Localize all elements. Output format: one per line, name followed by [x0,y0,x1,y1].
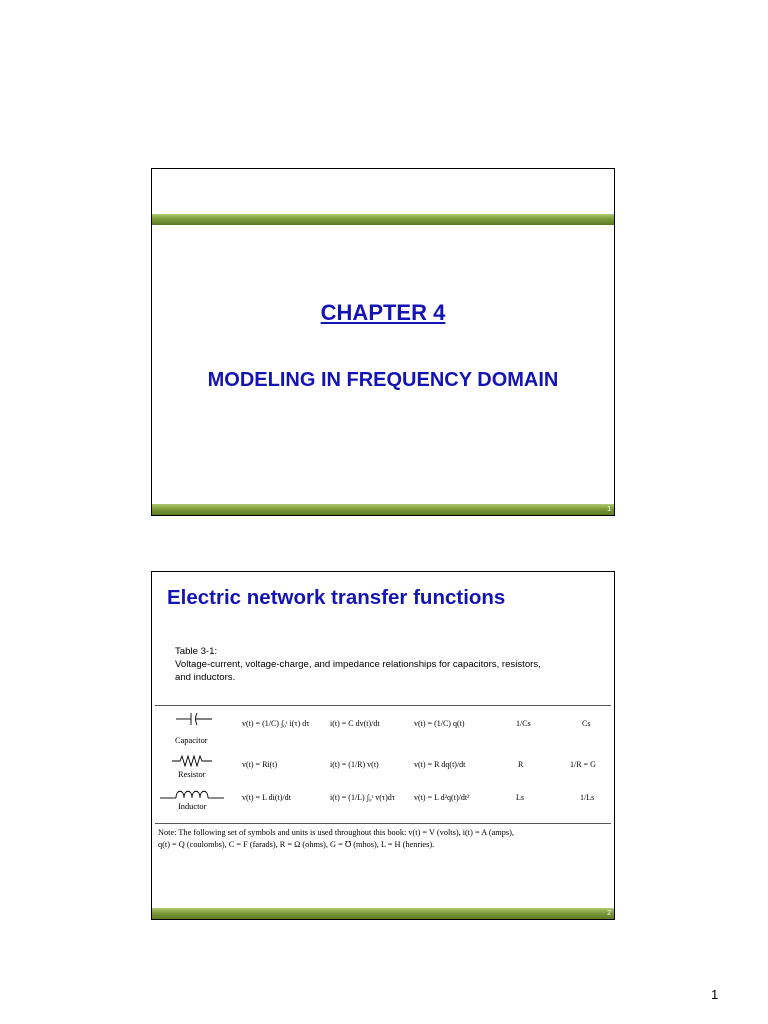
slide-footer-band [152,504,614,515]
cell-v-of-i: v(t) = L di(t)/dt [242,793,291,802]
chapter-title: CHAPTER 4 [320,300,446,325]
component-label: Capacitor [175,736,208,745]
cell-i-of-v: i(t) = (1/R) v(t) [330,760,379,769]
cell-v-of-q: v(t) = L d²q(t)/dt² [414,793,470,802]
inductor-symbol-icon [160,788,224,802]
cell-admittance: Cs [582,719,591,728]
component-label: Inductor [178,802,207,811]
slide-2 [151,571,615,920]
caption-line: Voltage-current, voltage-charge, and impedance relationships for capacitors, resistors, [175,659,541,670]
cell-impedance: R [518,760,524,769]
note-line: q(t) = Q (coulombs), C = F (farads), R = Ω (ohms), G = ℧ (mhos), L = H (henries). [158,840,435,849]
cell-i-of-v: i(t) = (1/L) ∫₀ᵗ v(τ)dτ [330,793,395,802]
caption-line: Table 3-1: [175,646,218,657]
table-caption [175,645,595,684]
slide-header-band [152,214,614,225]
caption-line: and inductors. [175,672,236,683]
cell-v-of-i: v(t) = Ri(t) [242,760,278,769]
note-line: Note: The following set of symbols and units is used throughout this book: v(t) = V (volts), i(t) = A (amps), [158,828,514,837]
component-label: Resistor [178,770,206,779]
resistor-symbol-icon [172,755,212,767]
cell-admittance: 1/R = G [570,760,596,769]
cell-i-of-v: i(t) = C dv(t)/dt [330,719,380,728]
cell-impedance: Ls [516,793,524,802]
table-bottom-rule [155,823,611,824]
table-top-rule [155,705,611,706]
chapter-subtitle: MODELING IN FREQUENCY DOMAIN [207,369,559,391]
slide-footer-band [152,908,614,919]
cell-v-of-q: v(t) = R dq(t)/dt [414,760,466,769]
capacitor-symbol-icon [176,713,212,725]
cell-v-of-i: v(t) = (1/C) ∫₀ᵗ i(τ) dτ [242,719,310,728]
cell-impedance: 1/Cs [516,719,531,728]
slide-number: 1 [607,506,611,513]
slide-number: 2 [607,910,611,917]
slide-1 [151,168,615,516]
slide-title: Electric network transfer functions [167,586,506,609]
cell-v-of-q: v(t) = (1/C) q(t) [414,719,465,728]
cell-admittance: 1/Ls [580,793,595,802]
page-number: 1 [711,987,719,1002]
table-note [158,827,610,851]
